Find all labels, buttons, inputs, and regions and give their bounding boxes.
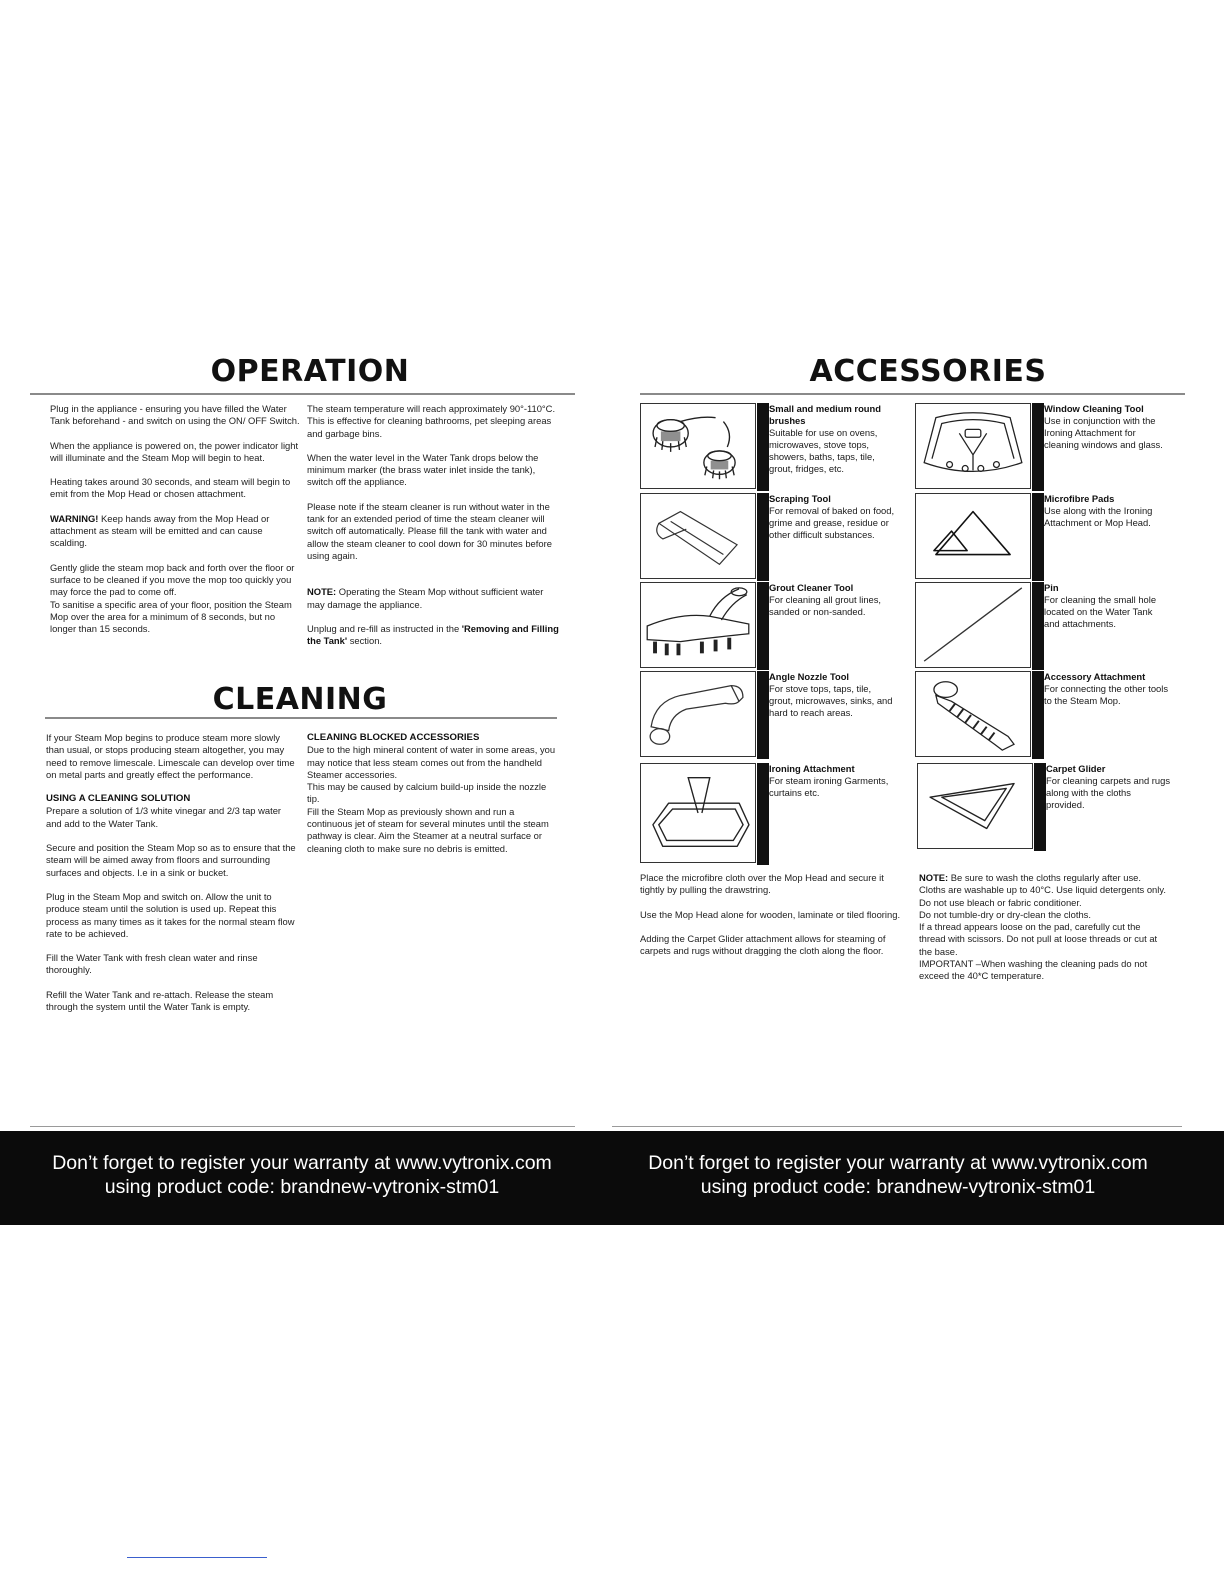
angle-nozzle-icon (640, 671, 756, 757)
warranty-message-right (618, 1151, 1178, 1199)
accessory-desc: Use along with the Ironing Attachment or Mop Head. (1044, 505, 1153, 528)
carpet-glider-icon (917, 763, 1033, 849)
refill-text: Unplug and re-fill as instructed in the (307, 622, 462, 634)
cleaning-rule (45, 717, 557, 719)
operation-paragraph: To sanitise a specific area of your floor, position the Steam Mop over the area for a minimum of 8 seconds, but no longer than 15 seconds. (50, 598, 292, 635)
cleaning-paragraph: Fill the Steam Mop as previously shown and run a continuous jet of steam for several minutes until the steam pathway is clear. Aim the Steamer at a neutral surface or cleaning cloth to make sure no debris is emitted. (307, 805, 549, 854)
cleaning-left-column (46, 732, 298, 1025)
cleaning-paragraph: Refill the Water Tank and re-attach. Release the steam through the system until the Water Tank is empty. (46, 988, 274, 1013)
accessory-ironing-attachment (640, 763, 900, 865)
accessory-attachment-icon (915, 671, 1031, 757)
refill-paragraph (307, 623, 559, 648)
operation-left-column (50, 403, 300, 647)
accessory-note: Place the microfibre cloth over the Mop Head and secure it tightly by pulling the drawstring. (640, 872, 884, 896)
accessory-desc: Suitable for use on ovens, microwaves, stove tops, showers, baths, taps, tile, grout, fridges, etc. (769, 427, 878, 474)
accessory-desc: For cleaning all grout lines, sanded or non-sanded. (769, 594, 882, 617)
pin-icon (915, 582, 1031, 668)
operation-paragraph: The steam temperature will reach approximately 90°-110°C. This is effective for cleaning bathrooms, pet sleeping areas and garbage bins. (307, 403, 556, 439)
operation-paragraph: Please note if the steam cleaner is run without water in the tank for an extended period of time the steam cleaner will switch off automatically. Please fill the tank with water and allow the steam cleaner to cool down for 30 minutes before using again. (307, 500, 552, 561)
accessory-attachment (915, 671, 1180, 759)
cleaning-paragraph: Plug in the Steam Mop and switch on. Allow the unit to produce steam until the solution is used up. Repeat this process as many times as it takes for the normal steam flow rate to be achieved. (46, 890, 295, 939)
cloth-note (919, 872, 1169, 909)
accessory-text (1046, 763, 1172, 811)
accessory-title: Small and medium round brushes (769, 403, 881, 426)
warning-paragraph (50, 513, 300, 550)
accessory-title: Carpet Glider (1046, 763, 1106, 774)
accessory-desc: For stove tops, taps, tile, grout, microwaves, sinks, and hard to reach areas. (769, 683, 893, 718)
accessory-desc: For removal of baked on food, grime and grease, residue or other difficult substances. (769, 505, 895, 540)
accessory-bar (757, 763, 769, 865)
accessories-left-notes (640, 872, 904, 969)
accessory-bar (757, 582, 769, 670)
accessory-desc: For cleaning the small hole located on the Water Tank and attachments. (1044, 594, 1157, 629)
operation-paragraph: Gently glide the steam mop back and forth over the floor or surface to be cleaned if you move the mop too quickly you may force the pad to come off. (50, 561, 295, 598)
cleaning-paragraph: Due to the high mineral content of water in some areas, you may notice that less steam comes out from the handheld Steamer accessories. (307, 744, 556, 780)
accessory-bar (1034, 763, 1046, 851)
accessory-bar (1032, 582, 1044, 670)
grout-tool-icon (640, 582, 756, 668)
accessory-bar (757, 671, 769, 759)
accessory-title: Accessory Attachment (1044, 671, 1146, 682)
cloth-note-text: Be sure to wash the cloths regularly after use. Cloths are washable up to 40°C. Use liquid detergents only. Do not use bleach or fabric conditioner. (919, 872, 1166, 908)
accessory-text (769, 763, 895, 799)
ironing-attachment-icon (640, 763, 756, 863)
accessory-round-brushes (640, 403, 900, 491)
accessory-bar (757, 403, 769, 491)
microfibre-pads-icon (915, 493, 1031, 579)
scraping-tool-icon (640, 493, 756, 579)
accessory-title: Angle Nozzle Tool (769, 671, 850, 682)
note-paragraph (307, 586, 559, 611)
accessories-rule (640, 393, 1185, 395)
accessory-title: Window Cleaning Tool (1044, 403, 1144, 414)
accessory-title: Grout Cleaner Tool (769, 582, 854, 593)
accessory-text (769, 582, 895, 618)
warranty-line: Don’t forget to register your warranty at www.vytronix.com (52, 1152, 552, 1174)
accessory-title: Ironing Attachment (769, 763, 855, 774)
warning-label: WARNING! (50, 512, 99, 524)
accessory-grout-tool (640, 582, 900, 670)
accessory-angle-nozzle (640, 671, 900, 759)
accessory-text (769, 403, 895, 475)
accessory-note: Adding the Carpet Glider attachment allows for steaming of carpets and rugs without dragging the cloth along the floor. (640, 932, 886, 957)
accessory-window-tool (915, 403, 1180, 491)
cleaning-paragraph: This may be caused by calcium build-up inside the nozzle tip. (307, 781, 547, 805)
note-text: Operating the Steam Mop without sufficient water may damage the appliance. (307, 586, 544, 610)
cloth-note-line: If a thread appears loose on the pad, carefully cut the thread with scissors. Do not pull at loose threads or cut at the base. (919, 921, 1158, 957)
operation-paragraph: Heating takes around 30 seconds, and steam will begin to emit from the Mop Head or chosen attachment. (50, 476, 291, 500)
cleaning-paragraph: Secure and position the Steam Mop so as to ensure that the steam will be aimed away from floors and surrounding surfaces and objects. I.e in a sink or bucket. (46, 842, 296, 878)
accessory-bar (757, 493, 769, 581)
footer-rule-left (30, 1126, 575, 1127)
accessory-carpet-glider (915, 763, 1180, 851)
operation-paragraph: Plug in the appliance - ensuring you have filled the Water Tank beforehand - and switch on using the ON/ OFF Switch. (50, 403, 300, 427)
blocked-accessories-subheading: CLEANING BLOCKED ACCESSORIES (307, 732, 480, 743)
accessory-text (769, 671, 895, 719)
refill-section-ref: 'Removing and Filling the Tank' (307, 622, 559, 647)
product-code-line: using product code: brandnew-vytronix-stm01 (700, 1176, 1096, 1198)
warranty-message-left (22, 1151, 582, 1199)
accessory-title: Microfibre Pads (1044, 493, 1115, 504)
cleaning-paragraph: Prepare a solution of 1/3 white vinegar and 2/3 tap water and add to the Water Tank. (46, 805, 282, 829)
accessory-text (769, 493, 895, 541)
operation-paragraph: When the appliance is powered on, the power indicator light will illuminate and the Steam Mop will begin to heat. (50, 439, 299, 463)
warranty-line: Don’t forget to register your warranty at www.vytronix.com (648, 1152, 1148, 1174)
accessory-text (1044, 582, 1170, 630)
note-label: NOTE: (307, 586, 337, 598)
footer-rule-right (612, 1126, 1182, 1127)
accessory-text (1044, 671, 1170, 707)
accessory-text (1044, 493, 1170, 529)
accessory-text (1044, 403, 1170, 451)
accessory-desc: For steam ironing Garments, curtains etc. (769, 775, 889, 798)
accessory-title: Pin (1044, 582, 1059, 593)
round-brushes-icon (640, 403, 756, 489)
accessories-heading: ACCESSORIES (809, 354, 1047, 389)
cloth-note-line: IMPORTANT –When washing the cleaning pads do not exceed the 40*C temperature. (919, 958, 1148, 982)
cloth-note-label: NOTE: (919, 872, 949, 883)
operation-rule (30, 393, 575, 395)
accessory-desc: For connecting the other tools to the Steam Mop. (1044, 683, 1169, 706)
window-tool-icon (915, 403, 1031, 489)
accessories-right-notes (919, 872, 1169, 983)
accessory-scraping-tool (640, 493, 900, 581)
refill-suffix: section. (347, 635, 383, 647)
accessory-bar (1032, 403, 1044, 491)
cloth-note-line: Do not tumble-dry or dry-clean the cloths. (919, 908, 1091, 920)
accessory-note: Use the Mop Head alone for wooden, laminate or tiled flooring. (640, 908, 901, 920)
product-code-line: using product code: brandnew-vytronix-stm01 (104, 1176, 500, 1198)
accessory-desc: Use in conjunction with the Ironing Attachment for cleaning windows and glass. (1044, 415, 1163, 450)
operation-heading: OPERATION (210, 354, 410, 389)
accessory-desc: For cleaning carpets and rugs along with the cloths provided. (1046, 775, 1171, 810)
warning-text: Keep hands away from the Mop Head or attachment as steam will be emitted and can cause scalding. (50, 512, 270, 549)
warranty-footer (0, 1131, 1224, 1225)
accessory-bar (1032, 671, 1044, 759)
operation-paragraph: When the water level in the Water Tank drops below the minimum marker (the brass water inlet inside the tank), switch off the appliance. (307, 451, 539, 488)
cleaning-right-column (307, 732, 557, 855)
cleaning-paragraph: If your Steam Mop begins to produce steam more slowly than usual, or stops producing steam altogether, you may need to remove limescale. Limescale can develop over time on metal parts and greatly effect the performance. (46, 732, 295, 780)
accessory-bar (1032, 493, 1044, 581)
accessory-pin (915, 582, 1180, 670)
cleaning-heading: CLEANING (212, 682, 388, 717)
cleaning-solution-subheading: USING A CLEANING SOLUTION (46, 793, 191, 805)
bottom-link-underline (127, 1557, 267, 1558)
cleaning-paragraph: Fill the Water Tank with fresh clean water and rinse thoroughly. (46, 952, 258, 976)
accessory-title: Scraping Tool (769, 493, 831, 504)
operation-right-column (307, 403, 559, 659)
accessory-microfibre-pads (915, 493, 1180, 581)
